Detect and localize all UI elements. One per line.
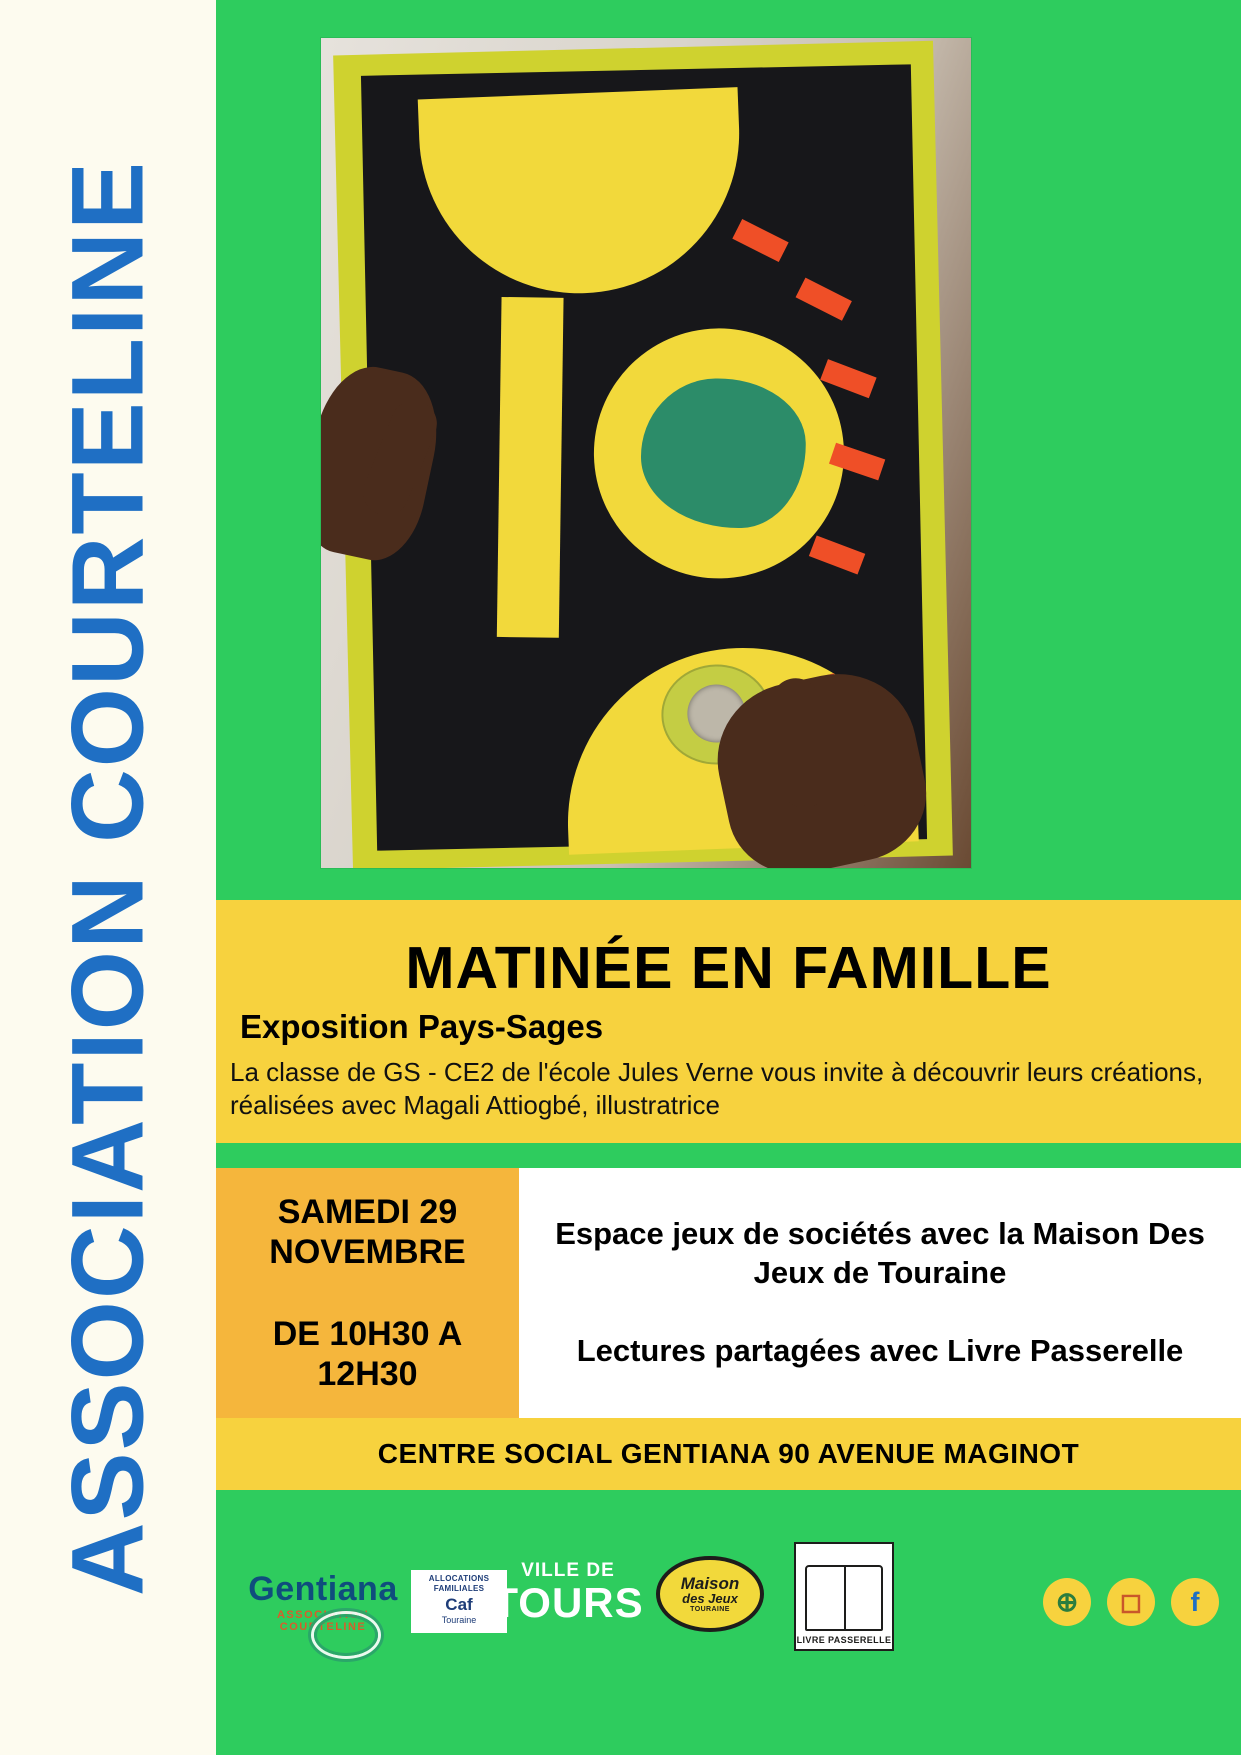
event-text-block <box>216 900 1241 1143</box>
event-subtitle: Exposition Pays-Sages <box>240 1008 604 1045</box>
instagram-icon[interactable]: ◻ <box>1107 1578 1155 1626</box>
activity-games: Espace jeux de sociétés avec la Maison Des Jeux de Touraine <box>555 1215 1205 1290</box>
mdj-line3: TOURAINE <box>690 1606 730 1614</box>
collage-shape-strip <box>497 297 564 638</box>
gentiana-swirl-icon <box>314 1614 378 1656</box>
tours-name: TOURS <box>492 1579 644 1626</box>
facebook-icon[interactable]: f <box>1171 1578 1219 1626</box>
collage-shape-top-semicircle <box>418 87 745 299</box>
website-icon[interactable]: ⊕ <box>1043 1578 1091 1626</box>
caf-top-text: ALLOCATIONS FAMILIALES <box>428 1574 490 1593</box>
livre-passerelle-text: LIVRE PASSERELLE <box>796 1635 892 1645</box>
event-date: SAMEDI 29 NOVEMBRE <box>269 1192 466 1271</box>
hand-right-finger-2 <box>829 687 881 809</box>
logo-ville-de-tours <box>478 1560 658 1624</box>
gentiana-name: Gentiana <box>248 1570 398 1608</box>
logo-livre-passerelle <box>794 1542 894 1651</box>
partner-logos-row <box>216 1490 1241 1755</box>
caf-word: Caf <box>445 1595 473 1614</box>
logo-maison-des-jeux <box>656 1556 764 1632</box>
association-title: ASSOCIATION COURTELINE <box>50 159 165 1596</box>
collage-dash-5 <box>809 535 865 574</box>
open-book-icon <box>805 1565 883 1631</box>
activities-column <box>519 1168 1241 1418</box>
logo-gentiana <box>238 1570 408 1633</box>
event-time: DE 10H30 A 12H30 <box>272 1315 463 1394</box>
tours-prefix: VILLE DE <box>521 1560 615 1581</box>
event-description: La classe de GS - CE2 de l'école Jules Verne vous invite à découvrir leurs créations, réalisées avec Magali Attiogbé, illustratrice <box>230 1057 1204 1121</box>
schedule-column <box>216 1168 519 1418</box>
collage-dash-3 <box>820 359 876 398</box>
mdj-line2: des Jeux <box>682 1591 738 1607</box>
social-links <box>1043 1578 1219 1626</box>
collage-dash-2 <box>796 278 852 321</box>
schedule-and-activities <box>216 1168 1241 1418</box>
poster-body <box>216 0 1241 1755</box>
address-bar <box>216 1418 1241 1490</box>
artwork-photo <box>321 38 971 868</box>
venue-address: CENTRE SOCIAL GENTIANA 90 AVENUE MAGINOT <box>377 1438 1080 1469</box>
collage-dash-1 <box>732 219 788 262</box>
mdj-line1: Maison <box>680 1573 740 1593</box>
event-title: MATINÉE EN FAMILLE <box>405 935 1052 1001</box>
activity-readings: Lectures partagées avec Livre Passerelle <box>576 1333 1184 1369</box>
gentiana-subtitle: ASSOCIATION COURTELINE <box>276 1609 370 1633</box>
caf-region: Touraine <box>441 1615 477 1626</box>
left-vertical-band <box>0 0 216 1755</box>
